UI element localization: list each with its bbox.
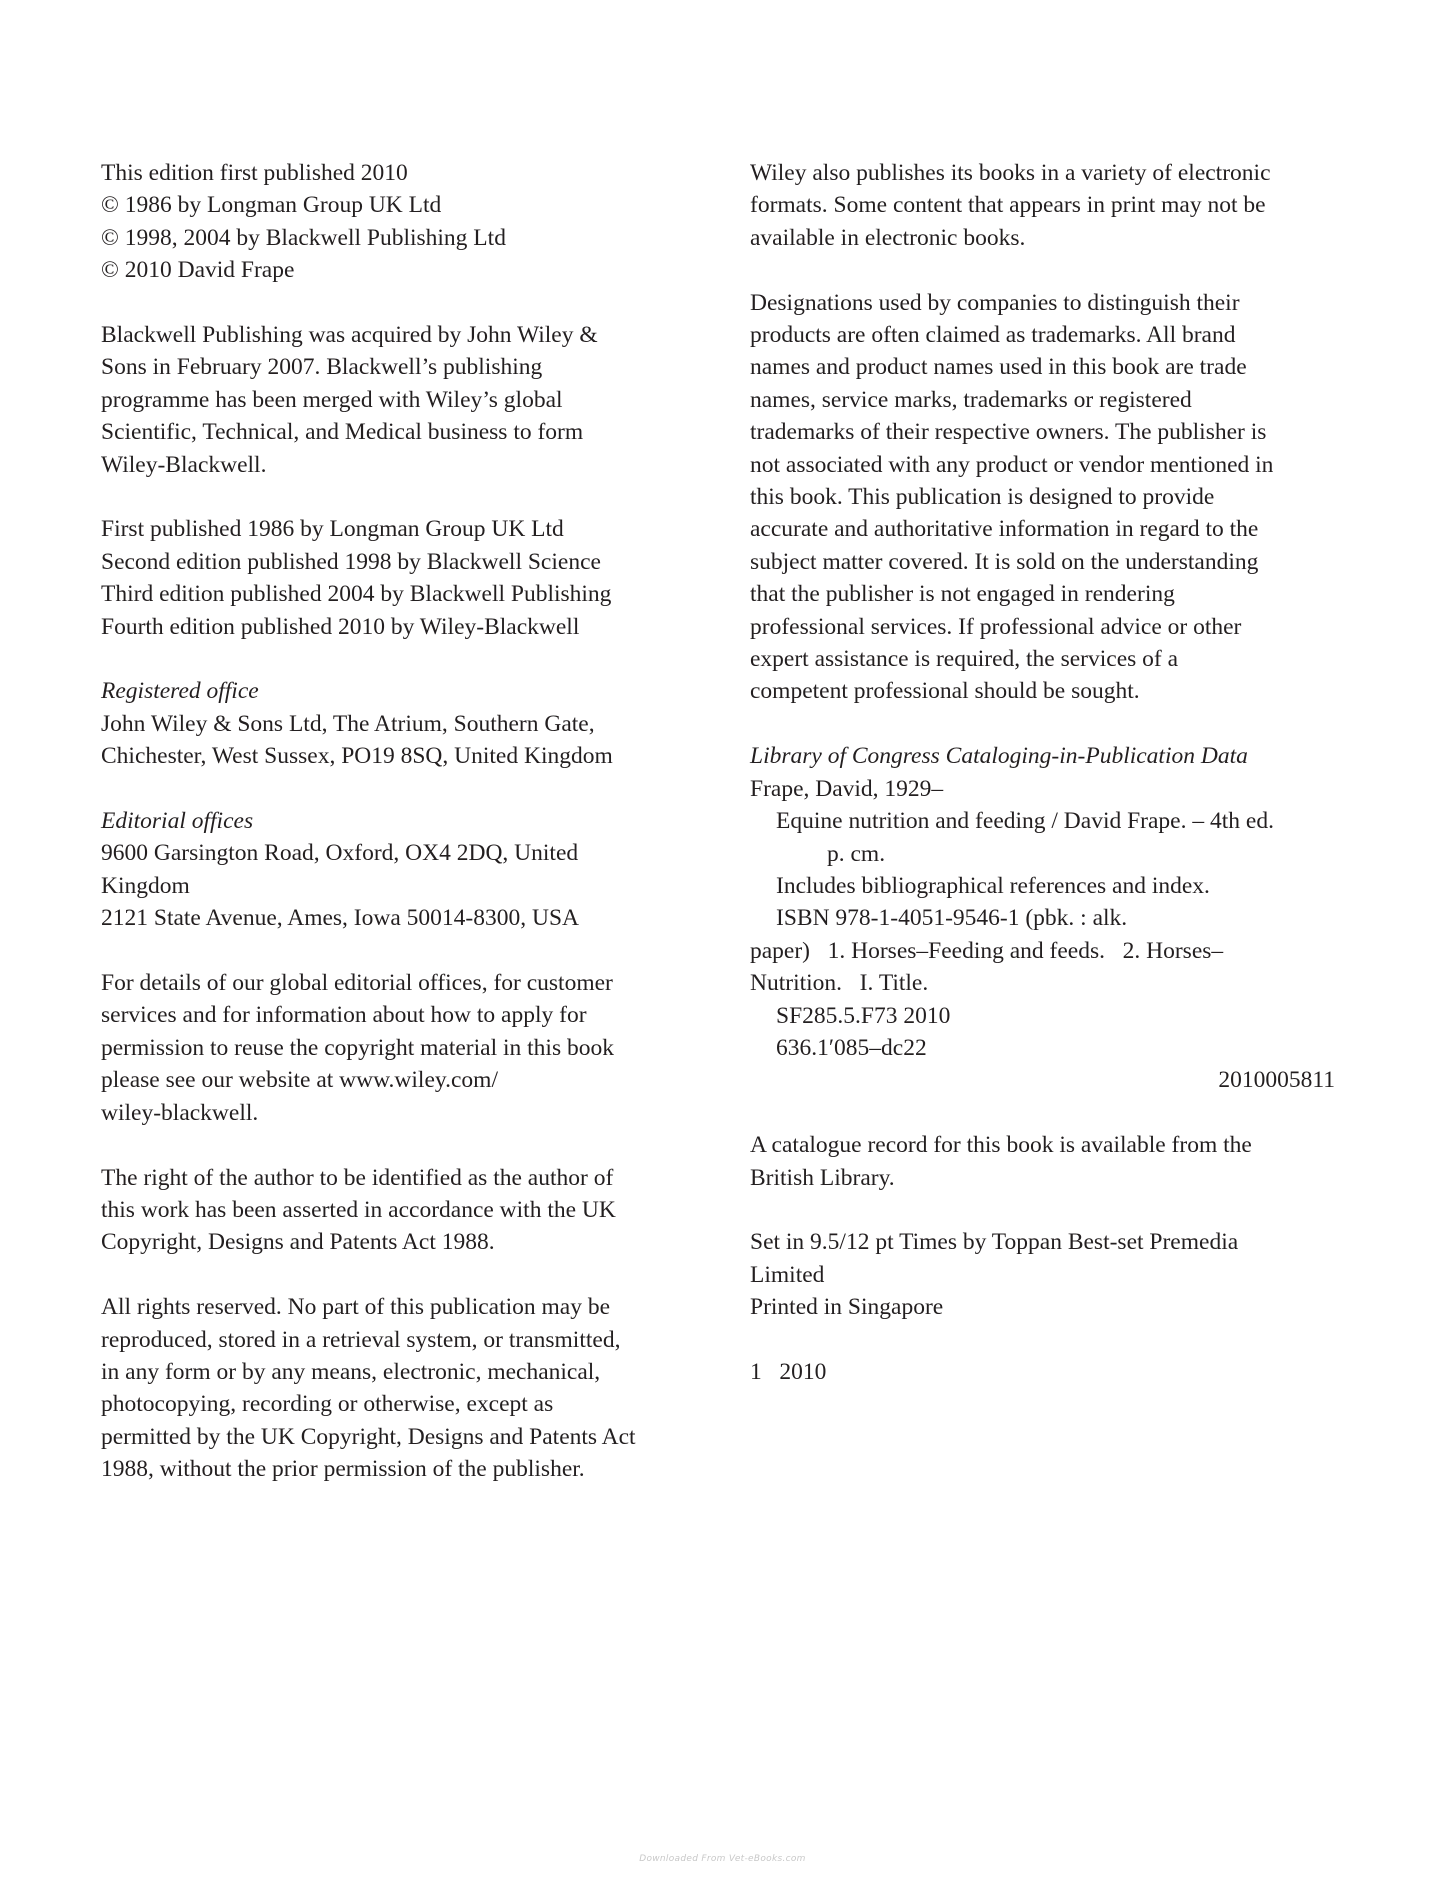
text-line: 9600 Garsington Road, Oxford, OX4 2DQ, United (101, 840, 579, 867)
text-line: expert assistance is required, the services of a (750, 646, 1179, 673)
text-line: not associated with any product or vendor mentioned in (750, 451, 1274, 478)
text-line: photocopying, recording or otherwise, except as (101, 1391, 554, 1418)
text-line: Fourth edition published 2010 by Wiley-Blackwell (101, 613, 580, 640)
text-line: Printed in Singapore (750, 1294, 944, 1321)
text-line: Wiley-Blackwell. (101, 451, 267, 478)
registered-office-heading: Registered office (101, 678, 259, 705)
text-line: John Wiley & Sons Ltd, The Atrium, Southern Gate, (101, 710, 595, 737)
cip-dewey: 636.1′085–dc22 (776, 1034, 927, 1061)
download-watermark: Downloaded From Vet-eBooks.com (639, 1854, 806, 1864)
publication-history (101, 513, 701, 643)
text-line: Wiley also publishes its books in a variety of electronic (750, 160, 1271, 186)
text-line: First published 1986 by Longman Group UK Ltd (101, 516, 564, 543)
text-line: © 1998, 2004 by Blackwell Publishing Ltd (101, 224, 506, 251)
text-line: services and for information about how to apply for (101, 1002, 587, 1029)
text-line: names and product names used in this book are trade (750, 354, 1247, 381)
editorial-offices-heading: Editorial offices (101, 808, 254, 835)
text-line: Kingdom (101, 872, 190, 899)
cip-heading: Library of Congress Cataloging-in-Publication Data (750, 743, 1248, 770)
printing-number: 1 2010 (750, 1358, 827, 1385)
cip-lc-class: SF285.5.F73 2010 (776, 1002, 951, 1029)
text-line: permitted by the UK Copyright, Designs and Patents Act (101, 1423, 636, 1450)
text-line: names, service marks, trademarks or registered (750, 386, 1192, 413)
cip-author: Frape, David, 1929– (750, 775, 944, 802)
text-line: The right of the author to be identified as the author of (101, 1164, 614, 1191)
text-line: Designations used by companies to distinguish their (750, 289, 1240, 316)
cip-lccn: 2010005811 (1218, 1067, 1335, 1094)
text-line: in any form or by any means, electronic, mechanical, (101, 1358, 601, 1385)
british-library-note (750, 1129, 1335, 1194)
text-line: Third edition published 2004 by Blackwell Publishing (101, 581, 612, 608)
text-line: British Library. (750, 1164, 895, 1191)
text-line: subject matter covered. It is sold on the understanding (750, 548, 1259, 575)
rights-reserved-note (101, 1291, 701, 1485)
text-line: competent professional should be sought. (750, 678, 1140, 705)
text-line: reproduced, stored in a retrieval system, or transmitted, (101, 1326, 621, 1353)
typesetting-note (750, 1226, 1335, 1323)
cip-data (750, 740, 1335, 1096)
cip-pages: p. cm. (827, 840, 886, 867)
text-line: accurate and authoritative information in regard to the (750, 516, 1259, 543)
text-line: that the publisher is not engaged in rendering (750, 581, 1175, 608)
text-line: 2121 State Avenue, Ames, Iowa 50014-8300, USA (101, 905, 579, 932)
text-line: please see our website at www.wiley.com/ (101, 1067, 498, 1094)
text-line: Sons in February 2007. Blackwell’s publishing (101, 354, 543, 381)
text-line: Set in 9.5/12 pt Times by Toppan Best-set Premedia (750, 1229, 1239, 1256)
cip-subjects: Nutrition. I. Title. (750, 970, 929, 997)
text-line: Copyright, Designs and Patents Act 1988. (101, 1229, 495, 1256)
left-column (101, 157, 701, 1518)
text-line: professional services. If professional advice or other (750, 613, 1242, 640)
text-line: permission to reuse the copyright material in this book (101, 1034, 614, 1061)
text-line: For details of our global editorial offices, for customer (101, 970, 613, 997)
acquisition-note (101, 319, 701, 481)
designations-note (750, 287, 1335, 708)
right-column (750, 157, 1335, 1421)
editorial-offices (101, 805, 701, 935)
edition-history (101, 157, 701, 287)
electronic-formats-note (750, 157, 1335, 254)
cip-subjects: paper) 1. Horses–Feeding and feeds. 2. Horses– (750, 937, 1224, 964)
text-line: Blackwell Publishing was acquired by John Wiley & (101, 322, 598, 349)
text-line: Scientific, Technical, and Medical business to form (101, 419, 584, 446)
registered-office (101, 675, 701, 772)
cip-isbn: ISBN 978-1-4051-9546-1 (pbk. : alk. (776, 905, 1128, 932)
text-line: © 2010 David Frape (101, 257, 295, 284)
text-line: trademarks of their respective owners. The publisher is (750, 419, 1267, 446)
details-note (101, 967, 701, 1129)
text-line: A catalogue record for this book is available from the (750, 1132, 1252, 1159)
text-line: this book. This publication is designed to provide (750, 484, 1215, 511)
text-line: © 1986 by Longman Group UK Ltd (101, 192, 442, 219)
text-line: Second edition published 1998 by Blackwell Science (101, 548, 601, 575)
printing-line (750, 1356, 1335, 1388)
text-line: 1988, without the prior permission of the publisher. (101, 1456, 585, 1483)
author-right-note (101, 1162, 701, 1259)
text-line: This edition first published 2010 (101, 160, 408, 186)
text-line: available in electronic books. (750, 224, 1026, 251)
text-line: programme has been merged with Wiley’s global (101, 386, 563, 413)
text-line: All rights reserved. No part of this publication may be (101, 1294, 611, 1321)
cip-notes: Includes bibliographical references and index. (776, 872, 1210, 899)
text-line: wiley-blackwell. (101, 1099, 259, 1126)
text-line: this work has been asserted in accordance with the UK (101, 1196, 616, 1223)
text-line: Limited (750, 1261, 825, 1288)
cip-title: Equine nutrition and feeding / David Frape. – 4th ed. (776, 808, 1274, 835)
text-line: Chichester, West Sussex, PO19 8SQ, United Kingdom (101, 743, 613, 770)
text-line: products are often claimed as trademarks. All brand (750, 322, 1236, 349)
text-line: formats. Some content that appears in print may not be (750, 192, 1266, 219)
